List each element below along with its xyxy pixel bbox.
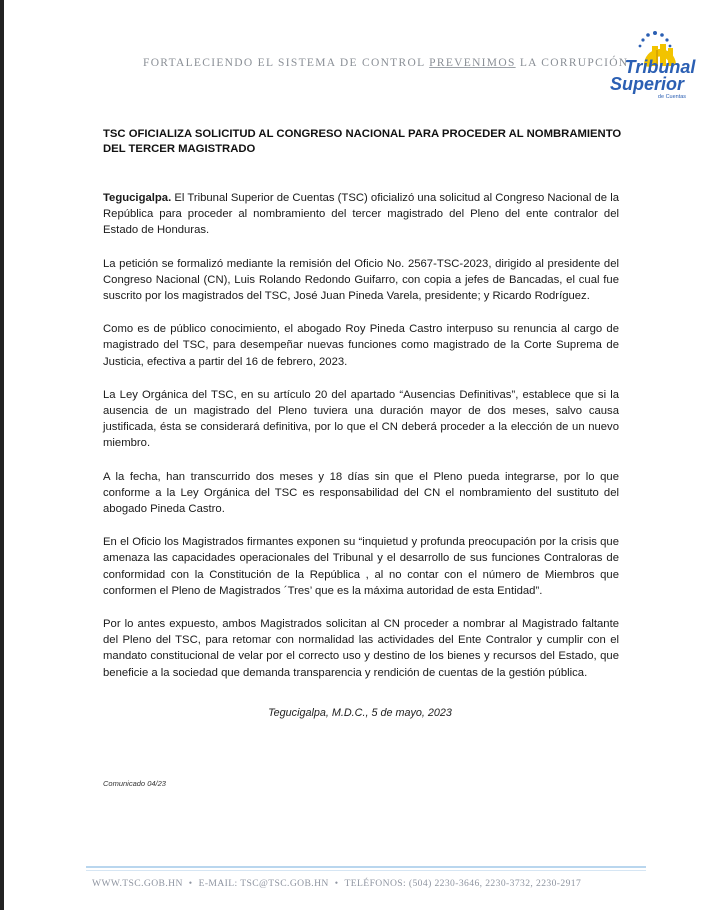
logo-line2: Superior: [609, 74, 685, 94]
paragraph-2: La petición se formalizó mediante la remisión del Oficio No. 2567-TSC-2023, dirigido al presidente del Congreso Nacional (CN), Luis Rolando Redondo Guifarro, con copia a jefes de Bancadas, el cual fue suscrito por los magistrados del TSC, José Juan Pineda Varela, presidente; y Ricardo Rodríguez.: [103, 257, 619, 303]
logo-line1: Tribunal: [624, 57, 696, 77]
footer-contact: [92, 878, 652, 889]
scan-edge: [0, 0, 4, 910]
paragraph-6: En el Oficio los Magistrados firmantes exponen su “inquietud y profunda preocupación por la crisis que amenaza las capacidades operacionales del Tribunal y el desarrollo de sus funciones Contraloras de conformidad con la Constitución de la República , al no contar con el número de Miembros que conformen el Pleno de Magistrados ´Tres’ que es la máxima autoridad de esta Entidad”.: [103, 536, 619, 597]
paragraph-3: Como es de público conocimiento, el abogado Roy Pineda Castro interpuso su renuncia al cargo de magistrado del TSC, para desempeñar nuevas funciones como magistrado de la Corte Suprema de Justicia, efectiva a partir del 16 de febrero, 2023.: [103, 323, 619, 368]
motto-text-end: LA CORRUPCIÓN: [515, 57, 629, 69]
press-release-body: [103, 190, 619, 698]
paragraph-1-text: El Tribunal Superior de Cuentas (TSC) oficializó una solicitud al Congreso Nacional de la República para proceder al nombramiento del tercer magistrado del Pleno del ente contralor del Estado de Honduras.: [103, 192, 619, 237]
footer-email[interactable]: E-MAIL: TSC@TSC.GOB.HN: [198, 878, 329, 889]
press-release-title: TSC OFICIALIZA SOLICITUD AL CONGRESO NACIONAL PARA PROCEDER AL NOMBRAMIENTO DEL TERCER MAGISTRADO: [103, 128, 622, 155]
motto-underlined: PREVENIMOS: [429, 57, 516, 69]
paragraph-4: La Ley Orgánica del TSC, en su artículo 20 del apartado “Ausencias Definitivas”, establece que si la ausencia de un magistrado del Pleno tuviera una duración mayor de dos meses, salvo causa justificada, ésta se considerará definitiva, por lo que el CN deberá proceder a la elección de un nuevo miembro.: [103, 388, 619, 450]
paragraph-5: A la fecha, han transcurrido dos meses y 18 días sin que el Pleno pueda integrarse, por lo que conforme a la Ley Orgánica del TSC es responsabilidad del CN el nombramiento del sustituto del abogado Pineda Castro.: [103, 470, 619, 516]
paragraph-1: [103, 190, 619, 239]
footer-phones: TELÉFONOS: (504) 2230-3646, 2230-3732, 2230-2917: [344, 878, 582, 889]
footer-divider: [86, 866, 646, 868]
logo-line3: de Cuentas: [657, 94, 687, 100]
footer-website[interactable]: WWW.TSC.GOB.HN: [92, 878, 183, 889]
footer-divider-secondary: [86, 870, 646, 871]
motto-text-start: FORTALECIENDO EL SISTEMA DE CONTROL: [143, 57, 430, 69]
paragraph-7: Por lo antes expuesto, ambos Magistrados solicitan al CN proceder a nombrar al Magistrado faltante del Pleno del TSC, para retomar con normalidad las actividades del Ente Contralor y cumplir con el mandato constitucional de velar por el correcto uso y destino de los bienes y recursos del Estado, que beneficie a la sociedad que demanda transparencia y rendición de cuentas de la gestión pública.: [103, 618, 619, 679]
logo-stars: [639, 31, 672, 47]
tsc-logo: [600, 24, 700, 114]
date-line: Tegucigalpa, M.D.C., 5 de mayo, 2023: [268, 707, 452, 719]
footer-separator: •: [334, 878, 339, 889]
dateline-city: Tegucigalpa.: [103, 192, 172, 204]
comunicado-number: Comunicado 04/23: [103, 779, 166, 788]
header-motto: [143, 57, 629, 69]
footer-separator: •: [188, 878, 193, 889]
